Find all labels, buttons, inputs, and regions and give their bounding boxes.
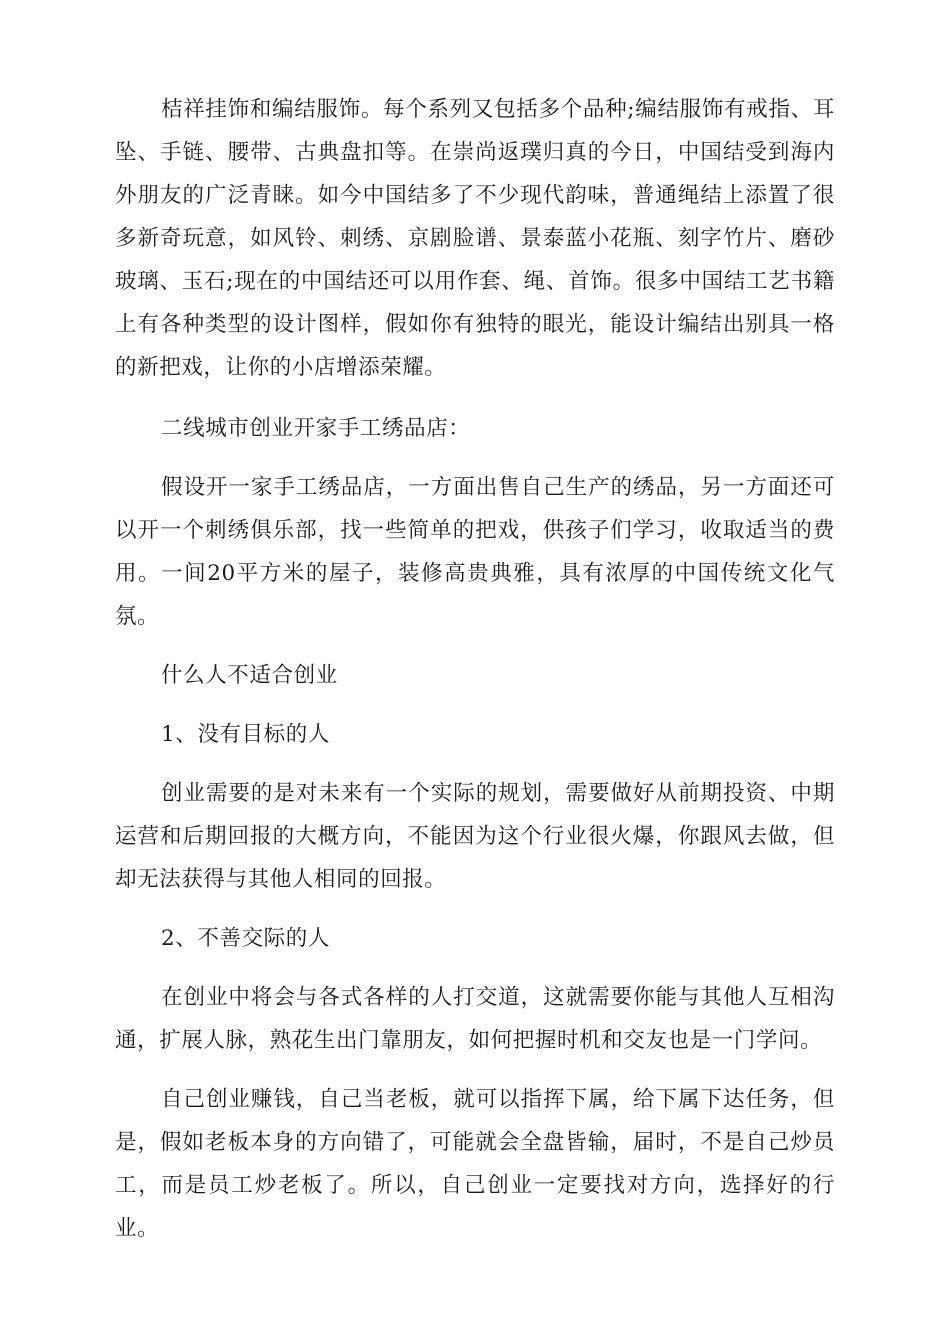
heading-unsuitable-for-business: 什么人不适合创业 xyxy=(161,663,338,688)
heading-not-sociable: 2、不善交际的人 xyxy=(161,926,330,951)
paragraph-embroidery-shop: 假设开一家手工绣品店，一方面出售自己生产的绣品，另一方面还可以开一个刺绣俱乐部，找一些简单的把戏，供孩子们学习，收取适当的费用。一间20平方米的屋子，装修高贵典雅，具有浓厚的中国传统文化气氛。 xyxy=(115,475,835,629)
paragraph-be-your-own-boss: 自己创业赚钱，自己当老板，就可以指挥下属，给下属下达任务，但是，假如老板本身的方向错了，可能就会全盘皆输，届时，不是自己炒员工，而是员工炒老板了。所以，自己创业一定要找对方向，选择好的行业。 xyxy=(115,1087,835,1241)
paragraph-no-goal: 创业需要的是对未来有一个实际的规划，需要做好从前期投资、中期运营和后期回报的大概方向，不能因为这个行业很火爆，你跟风去做，但却无法获得与其他人相同的回报。 xyxy=(115,781,835,892)
heading-embroidery-shop: 二线城市创业开家手工绣品店： xyxy=(161,416,471,441)
paragraph-not-sociable: 在创业中将会与各式各样的人打交道，这就需要你能与其他人互相沟通，扩展人脉，熟花生出门靠朋友，如何把握时机和交友也是一门学问。 xyxy=(115,985,835,1053)
paragraph-chinese-knot: 桔祥挂饰和编结服饰。每个系列又包括多个品种;编结服饰有戒指、耳坠、手链、腰带、古典盘扣等。在崇尚返璞归真的今日，中国结受到海内外朋友的广泛青睐。如今中国结多了不少现代韵味，普通绳结上添置了很多新奇玩意，如风铃、刺绣、京剧脸谱、景泰蓝小花瓶、刻字竹片、磨砂玻璃、玉石;现在的中国结还可以用作套、绳、首饰。很多中国结工艺书籍上有各种类型的设计图样，假如你有独特的眼光，能设计编结出别具一格的新把戏，让你的小店增添荣耀。 xyxy=(115,97,835,380)
document-page xyxy=(115,88,835,1266)
heading-no-goal: 1、没有目标的人 xyxy=(161,722,330,747)
